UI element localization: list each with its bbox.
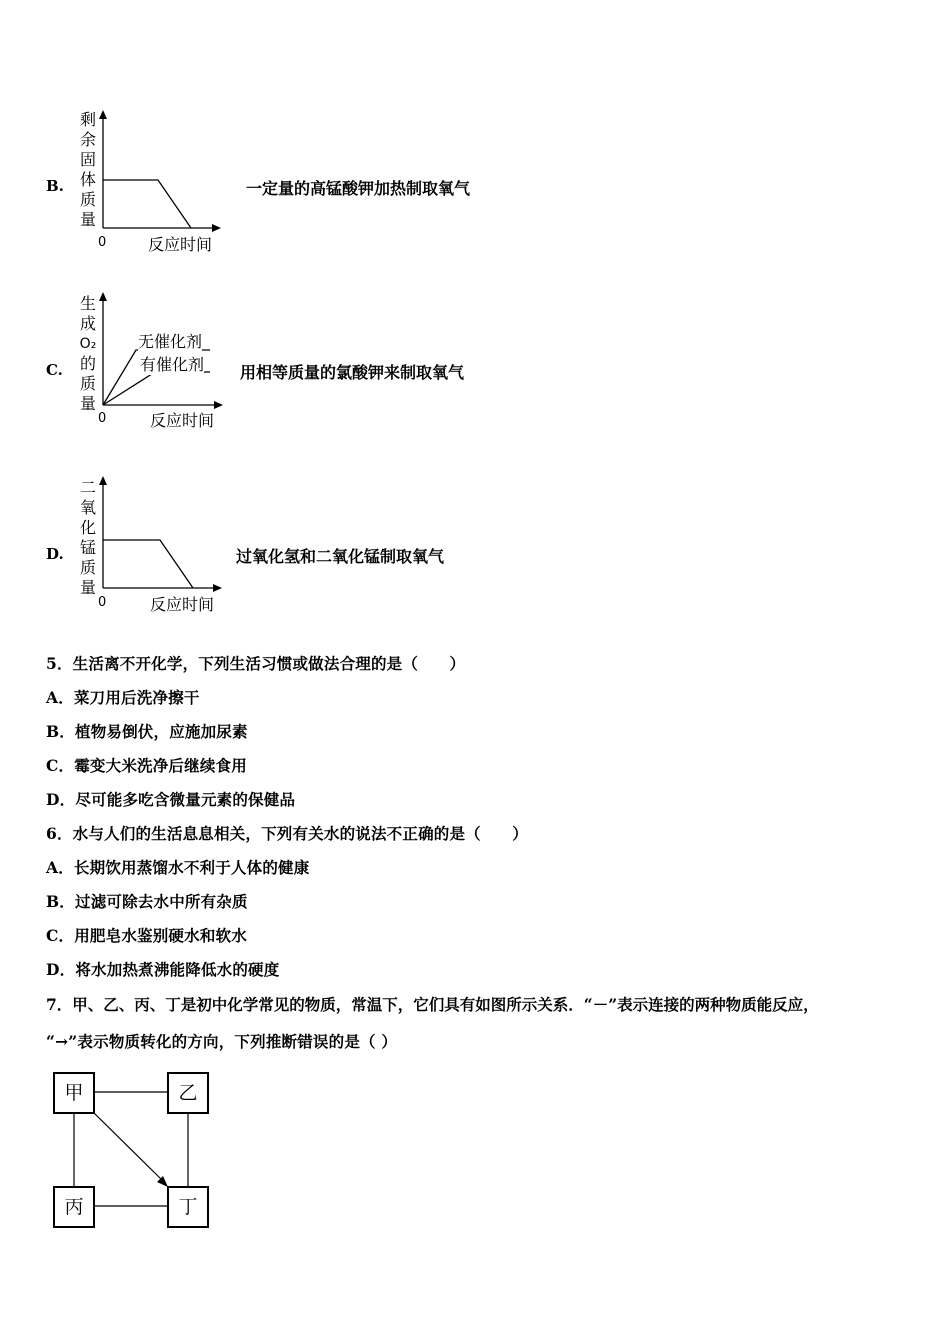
y-char: 二	[79, 478, 96, 497]
y-char: 氧	[79, 498, 96, 517]
y-char: 质	[79, 190, 96, 209]
origin-label: 0	[98, 411, 107, 426]
option-letter: C.	[46, 361, 63, 379]
answer-option: D．尽可能多吃含微量元素的保健品	[46, 790, 296, 809]
option-description: 一定量的高锰酸钾加热制取氧气	[246, 179, 471, 198]
node-jia: 甲	[53, 1072, 95, 1114]
y-char: 量	[79, 394, 96, 413]
y-char: 质	[79, 374, 96, 393]
x-axis-label: 反应时间	[148, 235, 213, 254]
y-char: 化	[79, 518, 96, 537]
y-char: 量	[79, 210, 96, 229]
answer-option: A．长期饮用蒸馏水不利于人体的健康	[46, 858, 310, 877]
x-axis-label: 反应时间	[150, 411, 215, 430]
question-stem: 6．水与人们的生活息息相关，下列有关水的说法不正确的是（ ）	[46, 824, 528, 843]
answer-option: C．用肥皂水鉴别硬水和软水	[46, 926, 247, 945]
y-char: 锰	[79, 538, 96, 557]
y-char: 成	[79, 314, 96, 333]
question-stem-line-1: 7．甲、乙、丙、丁是初中化学常见的物质，常温下，它们具有如图所示关系．“－”表示连接的两种物质能反应，	[46, 995, 819, 1014]
answer-option: C．霉变大米洗净后继续食用	[46, 756, 247, 775]
origin-label: 0	[98, 235, 107, 250]
node-yi: 乙	[167, 1072, 209, 1114]
node-ding: 丁	[167, 1186, 209, 1228]
answer-option: D．将水加热煮沸能降低水的硬度	[46, 960, 280, 979]
x-axis-label: 反应时间	[150, 595, 215, 614]
y-char: 量	[79, 578, 96, 597]
y-char: 体	[79, 170, 96, 189]
option-letter: D.	[46, 545, 64, 563]
question-stem: 5．生活离不开化学，下列生活习惯或做法合理的是（ ）	[46, 654, 466, 673]
answer-option: B．植物易倒伏，应施加尿素	[46, 722, 248, 741]
curve-label-catalyst: 有催化剂	[140, 352, 204, 375]
y-char: 固	[79, 150, 96, 169]
node-bing: 丙	[53, 1186, 95, 1228]
answer-option: B．过滤可除去水中所有杂质	[46, 892, 248, 911]
option-description: 过氧化氢和二氧化锰制取氧气	[236, 547, 445, 566]
y-char: 余	[79, 130, 96, 149]
y-char: 质	[79, 558, 96, 577]
answer-option: A．菜刀用后洗净擦干	[46, 688, 200, 707]
option-letter: B.	[46, 177, 64, 195]
question-stem-line-2: “→”表示物质转化的方向，下列推断错误的是（ ）	[46, 1032, 398, 1051]
origin-label: 0	[98, 595, 107, 610]
y-char: 的	[79, 354, 96, 373]
curve-label-no-catalyst: 无催化剂	[138, 329, 202, 352]
y-char: 生	[79, 294, 96, 313]
y-char: 剩	[79, 110, 96, 129]
option-description: 用相等质量的氯酸钾来制取氧气	[240, 363, 465, 382]
y-char: O₂	[79, 336, 97, 352]
